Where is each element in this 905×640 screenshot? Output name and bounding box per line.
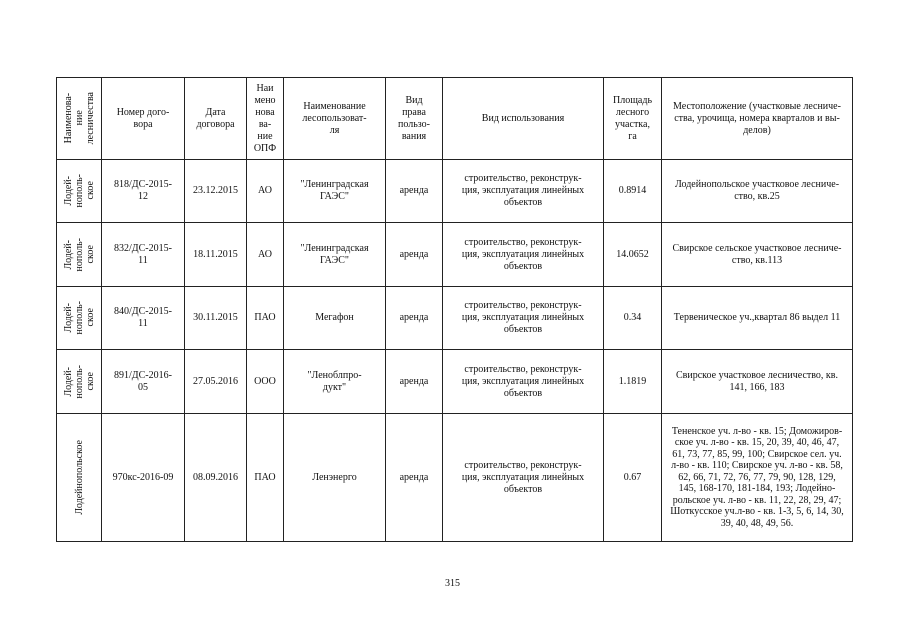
cell-forestry: Лодей- нополь- ское — [57, 223, 102, 287]
cell-forest-user: Ленэнерго — [284, 414, 386, 542]
header-contract-date: Дата договора — [185, 78, 247, 160]
table-row — [57, 160, 853, 223]
cell-location: Свирское участковое лесничество, кв. 141, 166, 183 — [662, 350, 853, 414]
cell-right-type: аренда — [386, 287, 443, 350]
header-forest-user: Наименование лесопользоват- ля — [284, 78, 386, 160]
cell-right-type: аренда — [386, 414, 443, 542]
cell-location: Свирское сельское участковое лесниче- ство, кв.113 — [662, 223, 853, 287]
cell-contract-number: 891/ДС-2016- 05 — [102, 350, 185, 414]
cell-location: Тененское уч. л-во - кв. 15; Доможиров- ское уч. л-во - кв. 15, 20, 39, 40, 46, 47, 61, 73, 77, 85, 99, 100; Свирское сел. уч. л-во - кв. 110; Свирское уч. л-во - кв. 58, 62, 66, 71, 72, 76, 77, 79, 90, 128, 129, 145, 168-170, 181-184, 193; Лодейно- pольское уч. л-во - кв. 11, 22, 28, 29, 47; Шоткусское уч.л-во - кв. 1-3, 5, 6, 14, 30, 39, 40, 48, 49, 56. — [662, 414, 853, 542]
cell-opf: ООО — [247, 350, 284, 414]
cell-area: 0.34 — [604, 287, 662, 350]
cell-contract-date: 30.11.2015 — [185, 287, 247, 350]
lease-table — [56, 77, 853, 542]
header-right-type: Вид права пользо- вания — [386, 78, 443, 160]
cell-forest-user: Мегафон — [284, 287, 386, 350]
cell-area: 0.67 — [604, 414, 662, 542]
cell-forest-user: "Ленинградская ГАЭС" — [284, 160, 386, 223]
cell-contract-date: 27.05.2016 — [185, 350, 247, 414]
table-row — [57, 414, 853, 542]
cell-right-type: аренда — [386, 223, 443, 287]
header-use-type: Вид использования — [443, 78, 604, 160]
cell-opf: ПАО — [247, 287, 284, 350]
cell-forestry: Лодей- нополь- ское — [57, 160, 102, 223]
cell-opf: АО — [247, 223, 284, 287]
header-contract-number: Номер дого- вора — [102, 78, 185, 160]
cell-forestry: Лодей- нополь- ское — [57, 350, 102, 414]
table-row — [57, 350, 853, 414]
cell-contract-number: 832/ДС-2015- 11 — [102, 223, 185, 287]
cell-forest-user: "Леноблпро- дукт" — [284, 350, 386, 414]
cell-contract-number: 840/ДС-2015- 11 — [102, 287, 185, 350]
cell-contract-number: 818/ДС-2015- 12 — [102, 160, 185, 223]
cell-use-type: строительство, реконструк- ция, эксплуатация линейных объектов — [443, 287, 604, 350]
cell-forest-user: "Ленинградская ГАЭС" — [284, 223, 386, 287]
cell-forestry: Лодей- нополь- ское — [57, 287, 102, 350]
cell-area: 0.8914 — [604, 160, 662, 223]
cell-area: 1.1819 — [604, 350, 662, 414]
table-header-row — [57, 78, 853, 160]
cell-contract-number: 970кс-2016-09 — [102, 414, 185, 542]
header-location: Местоположение (участковые лесниче- ства, урочища, номера кварталов и вы- делов) — [662, 78, 853, 160]
header-forestry: Наименова- ние лесничества — [57, 78, 102, 160]
cell-location: Тервеническое уч.,квартал 86 выдел 11 — [662, 287, 853, 350]
cell-use-type: строительство, реконструк- ция, эксплуатация линейных объектов — [443, 414, 604, 542]
cell-location: Лодейнопольское участковое лесниче- ство, кв.25 — [662, 160, 853, 223]
cell-use-type: строительство, реконструк- ция, эксплуатация линейных объектов — [443, 350, 604, 414]
cell-area: 14.0652 — [604, 223, 662, 287]
table-row — [57, 287, 853, 350]
header-opf: Наи мено нова ва- ние ОПФ — [247, 78, 284, 160]
cell-forestry: Лодейнопольское — [57, 414, 102, 542]
cell-right-type: аренда — [386, 160, 443, 223]
cell-opf: ПАО — [247, 414, 284, 542]
cell-contract-date: 08.09.2016 — [185, 414, 247, 542]
cell-use-type: строительство, реконструк- ция, эксплуатация линейных объектов — [443, 223, 604, 287]
cell-contract-date: 23.12.2015 — [185, 160, 247, 223]
cell-right-type: аренда — [386, 350, 443, 414]
cell-use-type: строительство, реконструк- ция, эксплуатация линейных объектов — [443, 160, 604, 223]
page-number: 315 — [445, 578, 460, 589]
table-row — [57, 223, 853, 287]
cell-opf: АО — [247, 160, 284, 223]
header-area: Площадь лесного участка, га — [604, 78, 662, 160]
cell-contract-date: 18.11.2015 — [185, 223, 247, 287]
